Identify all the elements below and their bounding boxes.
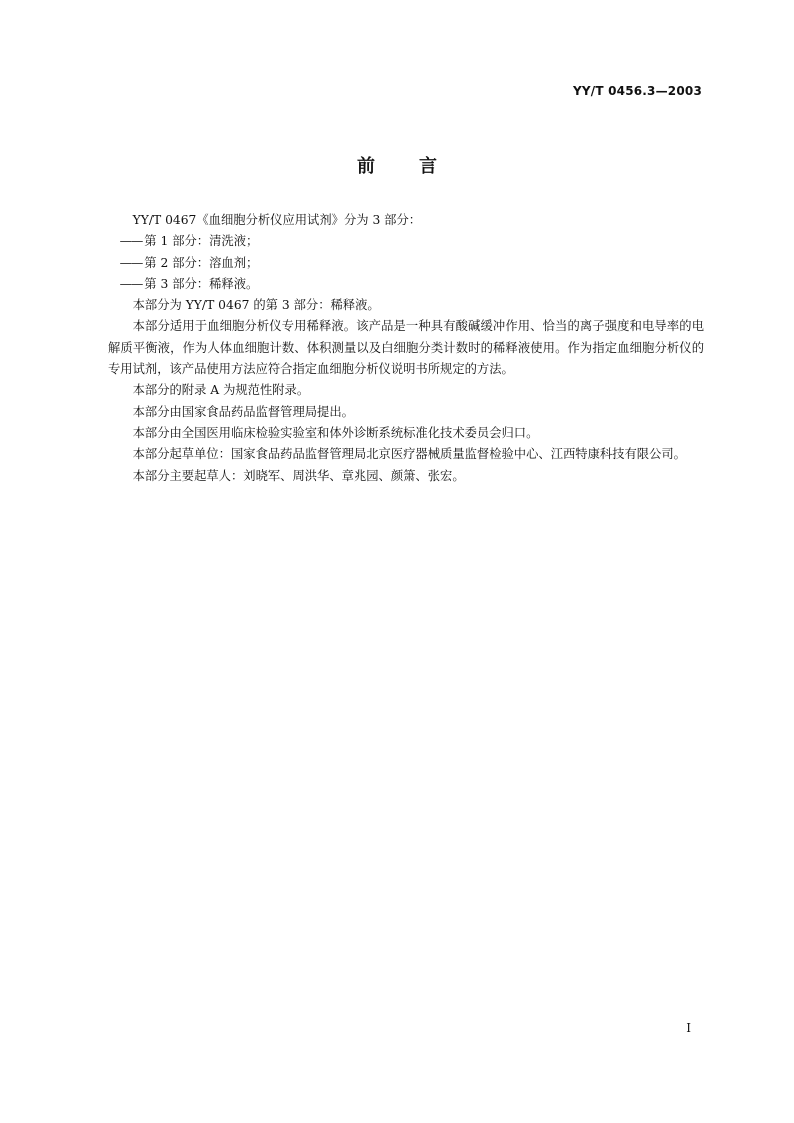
- list-item-text: 第 3 部分：稀释液。: [144, 276, 259, 291]
- body-paragraph: 本部分主要起草人：刘晓军、周洪华、章兆园、颜箫、张宏。: [132, 468, 465, 483]
- dash-mark: ——: [119, 255, 143, 270]
- page-title: 前言: [357, 156, 481, 177]
- body-paragraph: 本部分适用于血细胞分析仪专用稀释液。该产品是一种具有酸碱缓冲作用、恰当的离子强度和电导率的电解质平衡液，作为人体血细胞计数、体积测量以及白细胞分类计数时的稀释液使用。作为指定血细胞分析仪的专用试剂，该产品使用方法应符合指定血细胞分析仪说明书所规定的方法。: [108, 319, 704, 377]
- list-item: [108, 231, 704, 252]
- dash-mark: ——: [119, 276, 143, 291]
- page-number: I: [686, 1021, 691, 1035]
- body-paragraph: 本部分的附录 A 为规范性附录。: [132, 383, 310, 398]
- standard-number: YY/T 0456.3—2003: [572, 84, 702, 98]
- body-paragraph: 本部分由国家食品药品监督管理局提出。: [132, 404, 354, 419]
- list-item-text: 第 1 部分：清洗液；: [144, 234, 259, 249]
- list-item-text: 第 2 部分：溶血剂；: [144, 255, 259, 270]
- body-paragraph: 本部分为 YY/T 0467 的第 3 部分：稀释液。: [132, 298, 380, 313]
- intro-paragraph: YY/T 0467《血细胞分析仪应用试剂》分为 3 部分：: [132, 213, 422, 227]
- dash-mark: ——: [119, 234, 143, 249]
- body-paragraph: 本部分起草单位：国家食品药品监督管理局北京医疗器械质量监督检验中心、江西特康科技有限公司。: [132, 447, 686, 462]
- list-item: [108, 274, 704, 295]
- document-body: [108, 210, 704, 487]
- list-item: [108, 253, 704, 274]
- body-paragraph: 本部分由全国医用临床检验实验室和体外诊断系统标准化技术委员会归口。: [132, 425, 539, 440]
